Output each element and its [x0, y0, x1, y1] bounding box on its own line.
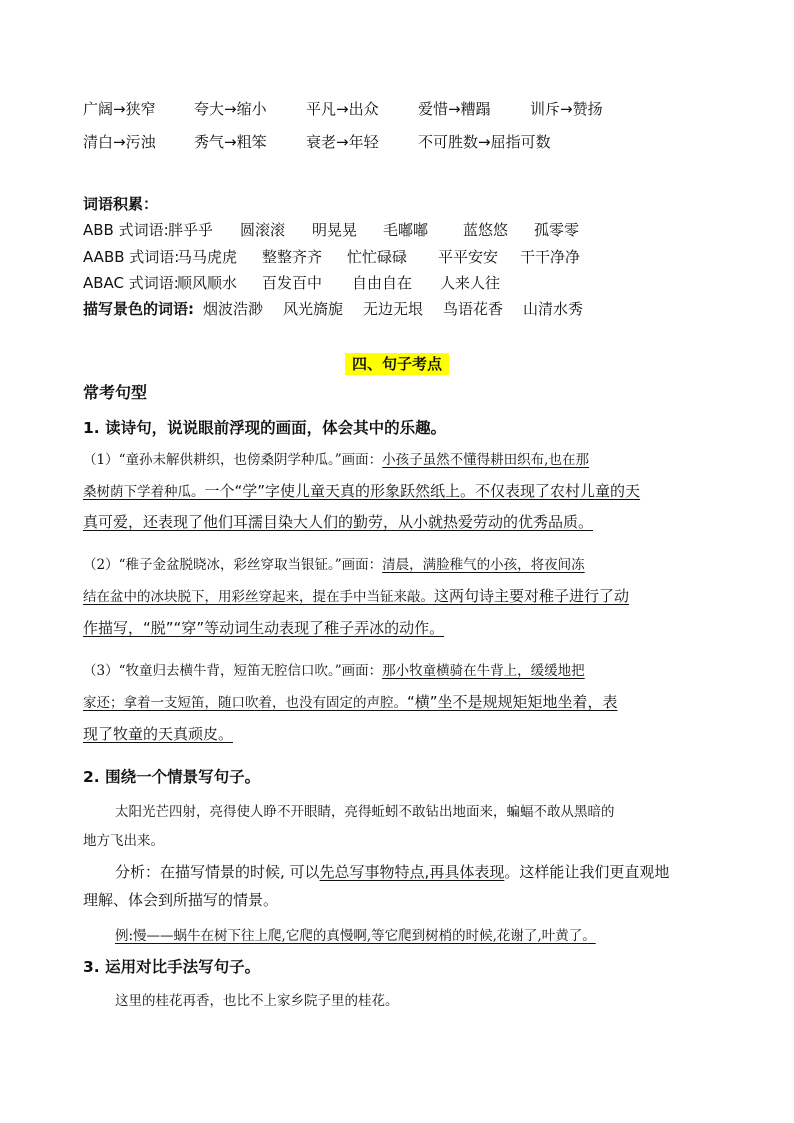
vocab-word: 无边无垠 [363, 300, 424, 318]
vocab-word: 顺风顺水 [177, 274, 238, 292]
section-subheading: 常考句型 [83, 383, 148, 402]
poem-item-1-line-3 [83, 511, 593, 532]
poem-item-3-line-2 [83, 691, 618, 712]
vocab-label: AABB 式词语: [83, 248, 180, 266]
vocab-word: 明晃晃 [312, 221, 358, 239]
vocab-word: 干干净净 [520, 248, 581, 266]
analysis-key-point: 先总写事物特点,再具体表现 [319, 863, 505, 881]
vocab-word: 人来人往 [440, 274, 501, 292]
poem-analysis: 一个“学”字使儿童天真的形象跃然纸上。不仅表现了农村儿童的天 [204, 482, 641, 500]
poem-answer: 桑树荫下学着种瓜。 [83, 484, 205, 500]
poem-quote: （1）“童孙未解供耕织，也傍桑阴学种瓜。”画面： [83, 452, 383, 468]
poem-answer: 清晨，满脸稚气的小孩，将夜间冻 [382, 557, 585, 573]
poem-analysis: 真可爱，还表现了他们耳濡目染大人们的勤劳，从小就热爱劳动的优秀品质。 [83, 513, 594, 531]
vocab-title: 词语积累： [83, 195, 159, 213]
poem-answer: 那小牧童横骑在牛背上，缓缓地把 [382, 663, 585, 679]
vocab-word: 胖乎乎 [168, 221, 214, 239]
poem-item-3-line-3 [83, 723, 233, 744]
question-2-title: 2. 围绕一个情景写句子。 [83, 768, 261, 786]
vocab-word: 百发百中 [262, 274, 323, 292]
section-heading: 四、句子考点 [345, 353, 449, 375]
poem-answer: 家还；拿着一支短笛，随口吹着，也没有固定的声腔。 [83, 695, 407, 711]
vocab-word: 圆滚滚 [240, 221, 286, 239]
poem-analysis: “横”坐不是规规矩矩地坐着，表 [407, 693, 618, 711]
vocab-word: 山清水秀 [523, 300, 584, 318]
vocab-word: 自由自在 [352, 274, 413, 292]
demo-sentence: 例:慢——蜗牛在树下往上爬,它爬的真慢啊,等它爬到树梢的时候,花谢了,叶黄了。 [115, 928, 596, 944]
analysis-text: 分析：在描写情景的时候, 可以 [115, 863, 320, 881]
vocab-word: 忙忙碌碌 [347, 248, 408, 266]
example-sentence-line-2: 地方飞出来。 [83, 833, 164, 849]
poem-analysis: 作描写，“脱”“穿”等动词生动表现了稚子弄冰的动作。 [83, 619, 445, 637]
analysis-text: 。这样能让我们更直观地 [504, 863, 670, 881]
poem-item-1-line-1 [83, 448, 589, 468]
poem-quote: （2）“稚子金盆脱晓冰，彩丝穿取当银钲。”画面： [83, 557, 383, 573]
question-1-title: 1. 读诗句，说说眼前浮现的画面，体会其中的乐趣。 [83, 419, 447, 437]
vocab-word: 整整齐齐 [262, 248, 323, 266]
poem-analysis: 这两句诗主要对稚子进行了动 [434, 587, 630, 605]
vocab-label: ABB 式词语: [83, 221, 169, 239]
poem-answer: 小孩子虽然不懂得耕田织布,也在那 [382, 452, 589, 468]
example-sentence: 这里的桂花再香，也比不上家乡院子里的桂花。 [115, 993, 399, 1009]
vocab-word: 毛嘟嘟 [383, 221, 429, 239]
question-3-title: 3. 运用对比手法写句子。 [83, 958, 261, 976]
analysis-line-2: 理解、体会到所描写的情景。 [83, 891, 279, 909]
poem-item-1-line-2 [83, 480, 640, 501]
vocab-word: 烟波浩渺 [203, 300, 264, 318]
vocab-word: 蓝悠悠 [463, 221, 509, 239]
vocab-word: 孤零零 [534, 221, 580, 239]
vocab-word: 鸟语花香 [443, 300, 504, 318]
poem-quote: （3）“牧童归去横牛背，短笛无腔信口吹。”画面： [83, 663, 383, 679]
example-sentence-line-1: 太阳光芒四射，亮得使人睁不开眼睛，亮得蚯蚓不敢钻出地面来，蝙蝠不敢从黑暗的 [115, 804, 615, 820]
poem-answer: 结在盆中的冰块脱下，用彩丝穿起来，提在手中当钲来敲。 [83, 589, 434, 605]
antonym-pair: 训斥→赞扬 [530, 100, 603, 118]
antonym-pair: 夸大→缩小 [194, 100, 267, 118]
antonym-pair: 平凡→出众 [306, 100, 379, 118]
antonym-pair: 广阔→狭窄 [83, 100, 156, 118]
antonym-pair: 衰老→年轻 [306, 133, 379, 151]
poem-item-2-line-3 [83, 617, 444, 638]
antonym-pair: 秀气→粗笨 [194, 133, 267, 151]
antonym-pair: 不可胜数→屈指可数 [418, 133, 551, 151]
analysis-line-1 [115, 861, 669, 882]
poem-analysis: 现了牧童的天真顽皮。 [83, 725, 234, 743]
vocab-word: 平平安安 [438, 248, 499, 266]
vocab-label: ABAC 式词语: [83, 274, 179, 292]
antonym-pair: 爱惜→糟蹋 [418, 100, 491, 118]
poem-item-2-line-1 [83, 553, 585, 573]
antonym-pair: 清白→污浊 [83, 133, 156, 151]
vocab-word: 风光旖旎 [283, 300, 344, 318]
poem-item-3-line-1 [83, 659, 585, 679]
poem-item-2-line-2 [83, 585, 629, 606]
vocab-label: 描写景色的词语: [83, 300, 194, 318]
vocab-word: 马马虎虎 [177, 248, 238, 266]
